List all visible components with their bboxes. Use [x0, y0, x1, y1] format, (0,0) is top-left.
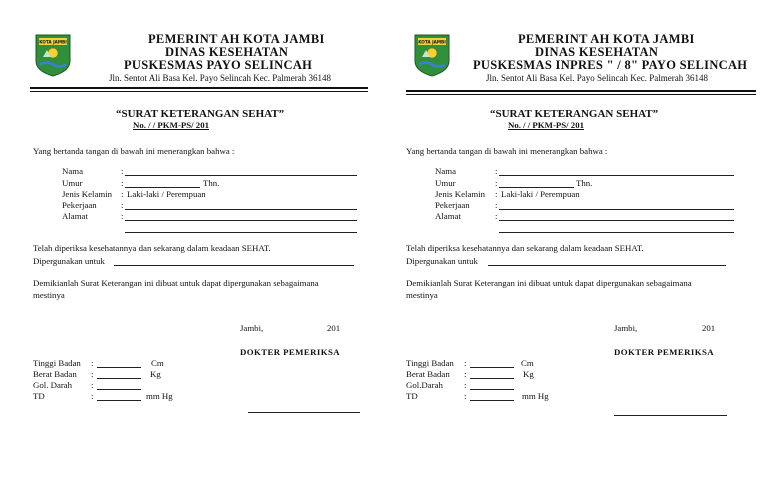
- label-td: TD: [33, 391, 45, 401]
- closing-text-line2: mestinya: [406, 290, 438, 300]
- colon: :: [121, 178, 124, 188]
- field-nama-line[interactable]: [125, 175, 357, 176]
- label-alamat: Alamat: [62, 211, 88, 221]
- header-puskesmas: PUSKESMAS PAYO SELINCAH: [124, 58, 313, 72]
- label-berat-badan: Berat Badan: [406, 369, 450, 379]
- label-jenis-kelamin: Jenis Kelamin: [62, 189, 113, 199]
- field-alamat-line-2[interactable]: [125, 232, 357, 233]
- berat-unit: Kg: [523, 369, 534, 379]
- closing-text-line1: Demikianlah Surat Keterangan ini dibuat untuk dapat dipergunakan sebagaimana: [33, 278, 319, 288]
- document-title: “SURAT KETERANGAN SEHAT”: [490, 108, 659, 120]
- field-td-line[interactable]: [97, 400, 141, 401]
- kota-jambi-emblem-icon: [34, 33, 72, 77]
- field-darah-line[interactable]: [470, 389, 514, 390]
- health-statement: Telah diperiksa kesehatannya dan sekarang dalam keadaan SEHAT.: [406, 243, 644, 253]
- header-department: DINAS KESEHATAN: [535, 45, 659, 59]
- header-divider: [30, 87, 368, 89]
- colon: :: [91, 391, 94, 401]
- field-td-line[interactable]: [470, 400, 514, 401]
- field-tinggi-line[interactable]: [470, 367, 514, 368]
- document-number: No. / / PKM-PS/ 201: [508, 120, 584, 130]
- jenis-kelamin-options[interactable]: Laki-laki / Perempuan: [127, 189, 206, 199]
- closing-text-line1: Demikianlah Surat Keterangan ini dibuat untuk dapat dipergunakan sebagaimana: [406, 278, 692, 288]
- field-tinggi-line[interactable]: [97, 367, 141, 368]
- emblem-text: KOTA JAMBI: [39, 39, 67, 45]
- tinggi-unit: Cm: [151, 358, 164, 368]
- label-umur: Umur: [62, 178, 83, 188]
- field-umur-line[interactable]: [499, 187, 574, 188]
- td-unit: mm Hg: [522, 391, 549, 401]
- colon: :: [495, 200, 498, 210]
- jenis-kelamin-options[interactable]: Laki-laki / Perempuan: [501, 189, 580, 199]
- label-tinggi-badan: Tinggi Badan: [406, 358, 454, 368]
- field-pekerjaan-line[interactable]: [499, 209, 734, 210]
- label-nama: Nama: [62, 166, 84, 176]
- kota-jambi-emblem-icon: [413, 33, 451, 77]
- header-puskesmas: PUSKESMAS INPRES " / 8" PAYO SELINCAH: [473, 58, 748, 72]
- colon: :: [495, 178, 498, 188]
- signer-title: DOKTER PEMERIKSA: [614, 347, 714, 357]
- purpose-label: Dipergunakan untuk: [33, 256, 105, 266]
- tinggi-unit: Cm: [521, 358, 534, 368]
- label-berat-badan: Berat Badan: [33, 369, 77, 379]
- header-government: PEMERINT AH KOTA JAMBI: [518, 32, 695, 46]
- field-darah-line[interactable]: [97, 389, 141, 390]
- colon: :: [91, 369, 94, 379]
- colon: :: [121, 189, 124, 199]
- document-title: “SURAT KETERANGAN SEHAT”: [116, 108, 285, 120]
- field-umur-line[interactable]: [125, 187, 200, 188]
- td-unit: mm Hg: [146, 391, 173, 401]
- colon: :: [121, 166, 124, 176]
- header-divider: [406, 90, 756, 92]
- intro-text: Yang bertanda tangan di bawah ini menerangkan bahwa :: [406, 146, 608, 156]
- label-pekerjaan: Pekerjaan: [62, 200, 97, 210]
- colon: :: [495, 166, 498, 176]
- emblem-text: KOTA JAMBI: [418, 39, 446, 45]
- colon: :: [495, 211, 498, 221]
- field-nama-line[interactable]: [499, 175, 734, 176]
- field-alamat-line-2[interactable]: [499, 232, 734, 233]
- field-pekerjaan-line[interactable]: [125, 209, 357, 210]
- colon: :: [121, 211, 124, 221]
- field-berat-line[interactable]: [470, 378, 514, 379]
- label-td: TD: [406, 391, 418, 401]
- label-pekerjaan: Pekerjaan: [435, 200, 470, 210]
- colon: :: [495, 189, 498, 199]
- intro-text: Yang bertanda tangan di bawah ini menerangkan bahwa :: [33, 146, 235, 156]
- signer-title: DOKTER PEMERIKSA: [240, 347, 340, 357]
- colon: :: [91, 380, 94, 390]
- label-umur: Umur: [435, 178, 456, 188]
- place-label: Jambi,: [614, 323, 638, 333]
- label-alamat: Alamat: [435, 211, 461, 221]
- colon: :: [464, 358, 467, 368]
- year-label: 201: [702, 323, 716, 333]
- header-address: Jln. Sentot Ali Basa Kel. Payo Selincah Kec. Palmerah 36148: [109, 73, 331, 83]
- field-purpose-line[interactable]: [488, 265, 726, 266]
- berat-unit: Kg: [150, 369, 161, 379]
- signature-line[interactable]: [248, 412, 360, 413]
- label-gol-darah: Gol.Darah: [406, 380, 443, 390]
- health-certificate-form-right: [388, 0, 768, 503]
- header-divider-thin: [30, 91, 368, 92]
- umur-unit: Thn.: [203, 178, 220, 188]
- header-government: PEMERINT AH KOTA JAMBI: [148, 32, 325, 46]
- field-berat-line[interactable]: [97, 378, 141, 379]
- label-jenis-kelamin: Jenis Kelamin: [435, 189, 486, 199]
- health-certificate-form-left: [0, 0, 380, 503]
- health-statement: Telah diperiksa kesehatannya dan sekarang dalam keadaan SEHAT.: [33, 243, 271, 253]
- field-alamat-line[interactable]: [499, 220, 734, 221]
- signature-line[interactable]: [614, 415, 727, 416]
- header-address: Jln. Sentot Ali Basa Kel. Payo Selincah Kec. Palmerah 36148: [486, 73, 708, 83]
- place-label: Jambi,: [240, 323, 264, 333]
- label-gol-darah: Gol. Darah: [33, 380, 73, 390]
- colon: :: [91, 358, 94, 368]
- colon: :: [464, 391, 467, 401]
- umur-unit: Thn.: [576, 178, 593, 188]
- colon: :: [121, 200, 124, 210]
- year-label: 201: [327, 323, 341, 333]
- colon: :: [464, 380, 467, 390]
- purpose-label: Dipergunakan untuk: [406, 256, 478, 266]
- header-department: DINAS KESEHATAN: [165, 45, 289, 59]
- label-nama: Nama: [435, 166, 457, 176]
- colon: :: [464, 369, 467, 379]
- closing-text-line2: mestinya: [33, 290, 65, 300]
- field-purpose-line[interactable]: [114, 265, 354, 266]
- label-tinggi-badan: Tinggi Badan: [33, 358, 81, 368]
- document-number: No. / / PKM-PS/ 201: [133, 120, 209, 130]
- header-divider-thin: [406, 94, 756, 95]
- field-alamat-line[interactable]: [125, 220, 357, 221]
